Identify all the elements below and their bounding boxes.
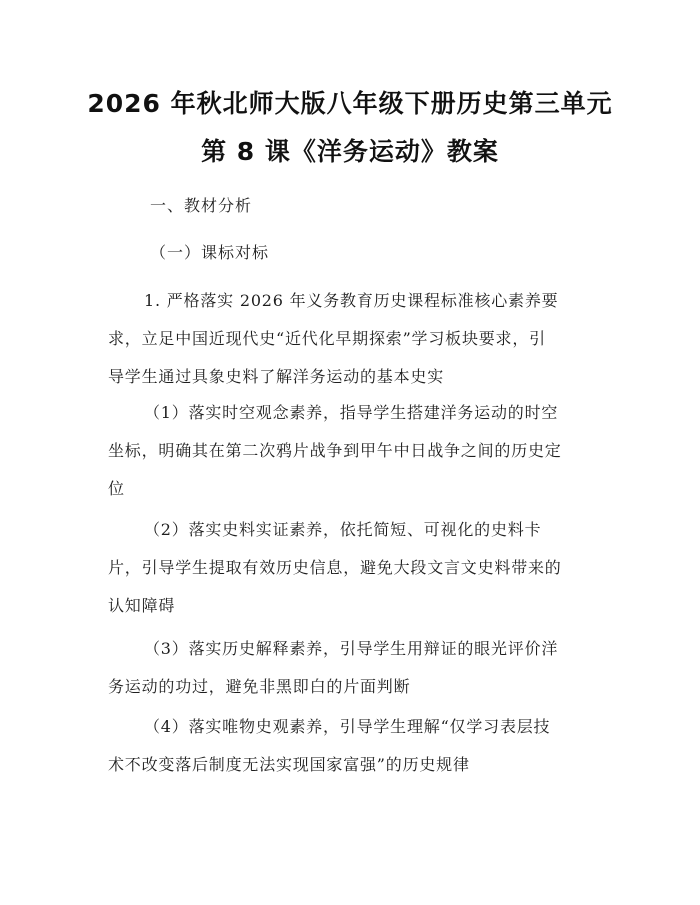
paragraph-line: 求，立足中国近现代史“近代化早期探索”学习板块要求，引: [108, 329, 546, 348]
paragraph-3: [108, 511, 608, 625]
section-heading-textbook-analysis: 一、教材分析: [150, 196, 253, 215]
paragraph-line: （4）落实唯物史观素养，引导学生理解“仅学习表层技: [144, 717, 551, 736]
paragraph-line: 片，引导学生提取有效历史信息，避免大段文言文史料带来的: [108, 558, 562, 577]
paragraph-line: （2）落实史料实证素养，依托简短、可视化的史料卡: [144, 520, 542, 539]
paragraph-4: [108, 630, 608, 706]
paragraph-line: 1. 严格落实 2026 年义务教育历史课程标准核心素养要: [144, 291, 559, 310]
paragraph-line: 认知障碍: [108, 596, 176, 615]
paragraph-2: [108, 394, 608, 508]
paragraph-line: 位: [108, 479, 125, 498]
subsection-heading-curriculum-alignment: （一）课标对标: [150, 243, 270, 262]
paragraph-line: 术不改变落后制度无法实现国家富强”的历史规律: [108, 755, 470, 774]
document-title-line-2: 第 8 课《洋务运动》教案: [201, 137, 499, 166]
paragraph-line: （3）落实历史解释素养，引导学生用辩证的眼光评价洋: [144, 639, 559, 658]
paragraph-line: 务运动的功过，避免非黑即白的片面判断: [108, 677, 411, 696]
paragraph-line: （1）落实时空观念素养，指导学生搭建洋务运动的时空: [144, 403, 559, 422]
paragraph-5: [108, 708, 608, 784]
paragraph-1: [108, 282, 608, 396]
document-title-line-1: 2026 年秋北师大版八年级下册历史第三单元: [87, 89, 613, 118]
paragraph-line: 坐标，明确其在第二次鸦片战争到甲午中日战争之间的历史定: [108, 441, 562, 460]
paragraph-line: 导学生通过具象史料了解洋务运动的基本史实: [108, 367, 445, 386]
